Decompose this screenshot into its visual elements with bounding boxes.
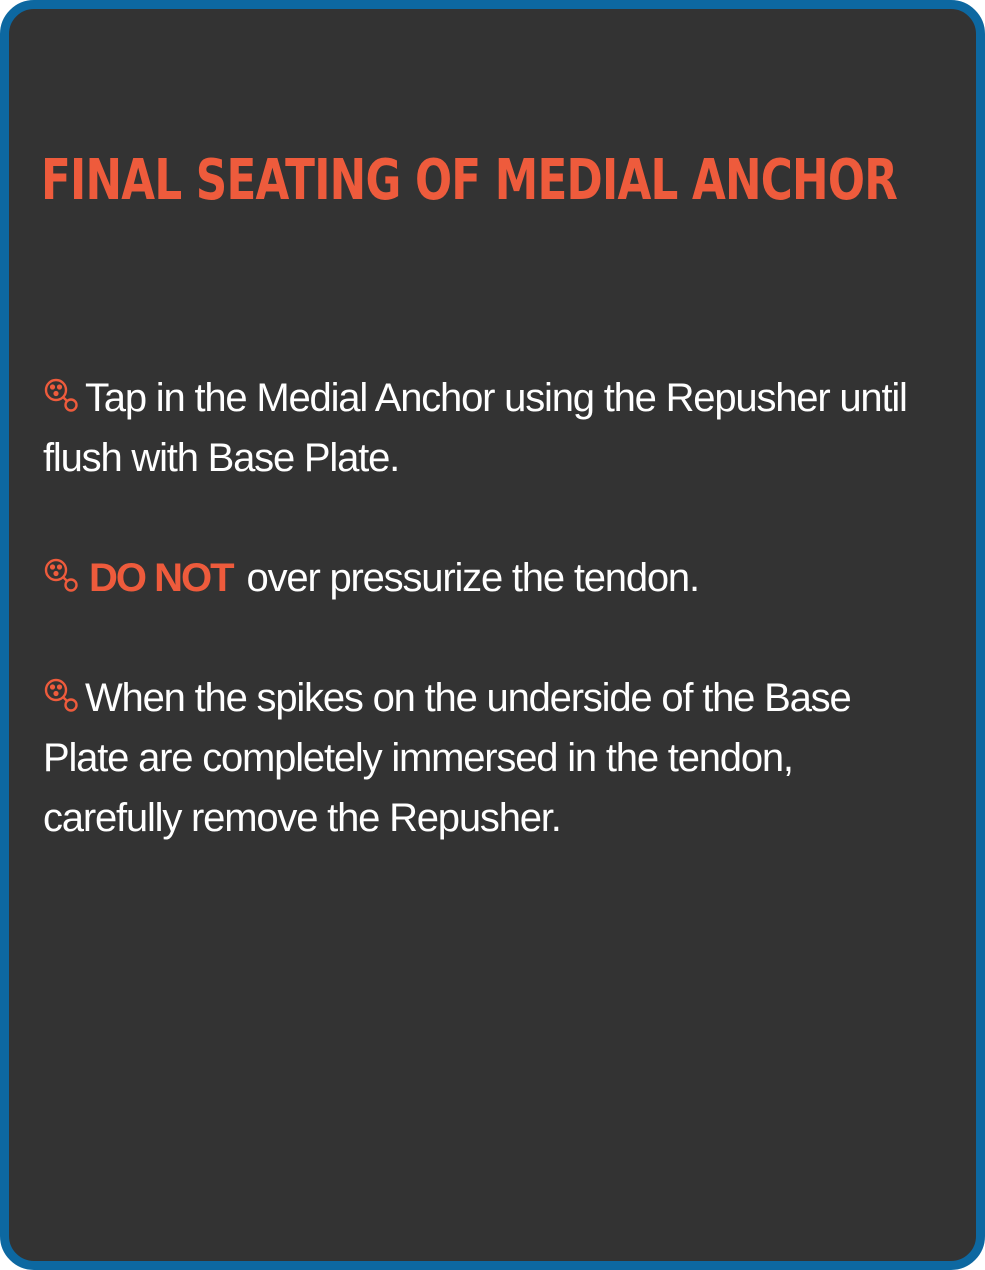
- step-text: over pressurize the tendon.: [246, 556, 699, 600]
- step-item: [43, 668, 923, 848]
- step-text: Tap in the Medial Anchor using the Repusher until flush with Base Plate.: [43, 376, 907, 480]
- step-warning-emphasis: DO NOT: [89, 556, 233, 600]
- anchor-bullet-icon: [43, 677, 81, 713]
- card-title: FINAL SEATING OF MEDIAL ANCHOR: [41, 148, 898, 213]
- step-item: [43, 548, 923, 608]
- step-item: [43, 368, 923, 488]
- step-text: When the spikes on the underside of the Base Plate are completely immersed in the tendon, carefully remove the Repusher.: [43, 676, 851, 840]
- anchor-bullet-icon: [43, 377, 81, 413]
- anchor-bullet-icon: [43, 557, 81, 593]
